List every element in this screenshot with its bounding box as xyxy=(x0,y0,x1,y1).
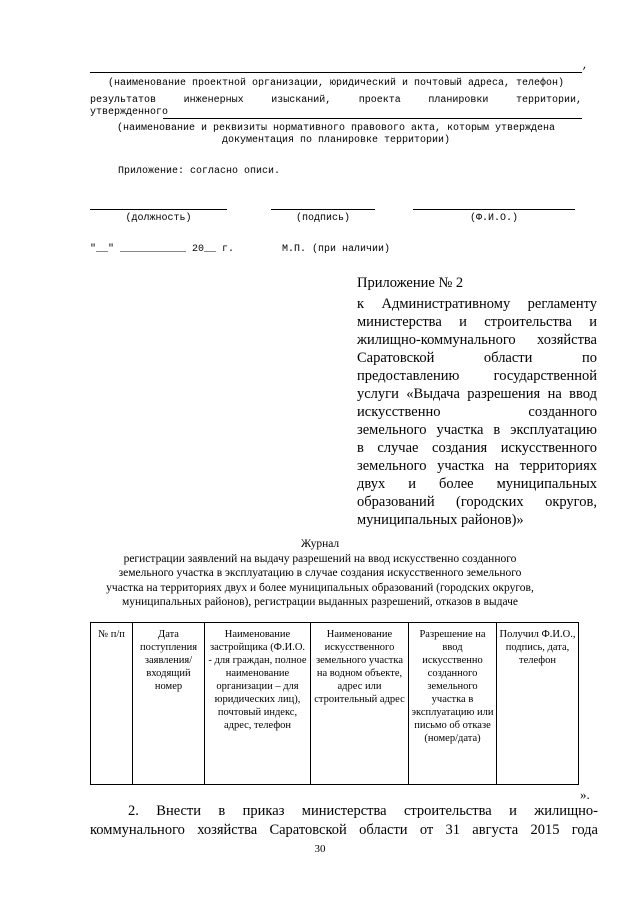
results-word: проекта xyxy=(358,95,401,106)
table-header-row xyxy=(91,623,579,785)
appendix-line: предоставлению государственной xyxy=(357,368,597,384)
results-line xyxy=(90,95,582,107)
appendix-line: искусственно созданного xyxy=(357,404,597,420)
journal-table xyxy=(90,622,579,785)
col-header-received: Получил Ф.И.О., подпись, дата, телефон xyxy=(497,623,579,785)
closing-quote: ». xyxy=(580,787,590,802)
appendix-line: образований (городских округов, xyxy=(357,494,597,510)
approved-label: утвержденного xyxy=(90,107,169,118)
fio-underline xyxy=(413,209,575,210)
attachment-note: Приложение: согласно описи. xyxy=(118,166,281,177)
organization-underline xyxy=(90,72,582,73)
appendix-line: в случае создания искусственного xyxy=(357,440,597,456)
journal-heading xyxy=(100,537,540,610)
appendix-block xyxy=(357,274,597,529)
position-underline xyxy=(90,209,227,210)
col-header-date: Дата поступления заявления/ входящий номер xyxy=(133,623,205,785)
journal-title: Журнал xyxy=(300,538,340,550)
fio-caption: (Ф.И.О.) xyxy=(469,213,518,224)
journal-subtitle-line: земельного участка в эксплуатацию в случае создания искусственного земельного xyxy=(118,567,522,579)
act-caption xyxy=(90,123,582,147)
results-word: территории, xyxy=(515,95,582,106)
signature-caption: (подпись) xyxy=(295,213,350,224)
item-2-paragraph xyxy=(90,802,598,840)
journal-subtitle-line: муниципальных районов), регистрации выданных разрешений, отказов в выдаче xyxy=(121,596,519,608)
appendix-line: Саратовской области по xyxy=(357,350,597,366)
organization-caption: (наименование проектной организации, юридический и почтовый адреса, телефон) xyxy=(107,78,565,89)
form-comma: , xyxy=(582,61,589,72)
appendix-line: к Административному регламенту xyxy=(357,296,597,312)
paragraph-line: 2. Внести в приказ министерства строительства и жилищно- xyxy=(128,803,598,819)
results-word: изысканий, xyxy=(271,95,332,106)
col-header-plot-name: Наименование искусственного земельного участка на водном объекте, адрес или строительный адрес xyxy=(311,623,409,785)
appendix-line: земельного участка в эксплуатацию xyxy=(357,422,597,438)
appendix-title: Приложение № 2 xyxy=(357,275,464,291)
appendix-line: жилищно-коммунального хозяйства xyxy=(357,332,597,348)
journal-subtitle-line: участка на территориях двух и более муниципальных образований (городских округов, xyxy=(106,581,534,594)
page-number: 30 xyxy=(314,843,326,855)
appendix-line: земельного участка на территориях xyxy=(357,458,597,474)
col-header-permit: Разрешение на ввод искусственно созданного земельного участка в эксплуатацию или письмо об отказе (номер/дата) xyxy=(409,623,497,785)
results-word: результатов xyxy=(90,95,157,106)
col-header-number: № п/п xyxy=(91,623,133,785)
signature-underline xyxy=(271,209,375,210)
paragraph-line: коммунального хозяйства Саратовской области от 31 августа 2015 года xyxy=(90,822,598,838)
results-word: планировки xyxy=(428,95,489,106)
appendix-line: муниципальных районов)» xyxy=(357,512,524,528)
approved-underline xyxy=(163,118,582,119)
appendix-line: услуги «Выдача разрешения на ввод xyxy=(357,386,597,402)
journal-subtitle-line: регистрации заявлений на выдачу разрешений на ввод искусственно созданного xyxy=(123,552,517,565)
position-caption: (должность) xyxy=(125,213,192,224)
act-caption-line: (наименование и реквизиты нормативного правового акта, которым утверждена xyxy=(116,123,556,134)
results-word: инженерных xyxy=(183,95,244,106)
appendix-body xyxy=(357,295,597,529)
appendix-line: министерства и строительства и xyxy=(357,314,597,330)
appendix-line: двух и более муниципальных xyxy=(357,476,597,492)
date-stamp-line: "__" ___________ 20__ г. М.П. (при наличии) xyxy=(90,244,391,255)
col-header-developer: Наименование застройщика (Ф.И.О. - для граждан, полное наименование организации – для юридических лиц), почтовый индекс, адрес, телефон xyxy=(205,623,311,785)
act-caption-line: документация по планировке территории) xyxy=(221,135,451,146)
